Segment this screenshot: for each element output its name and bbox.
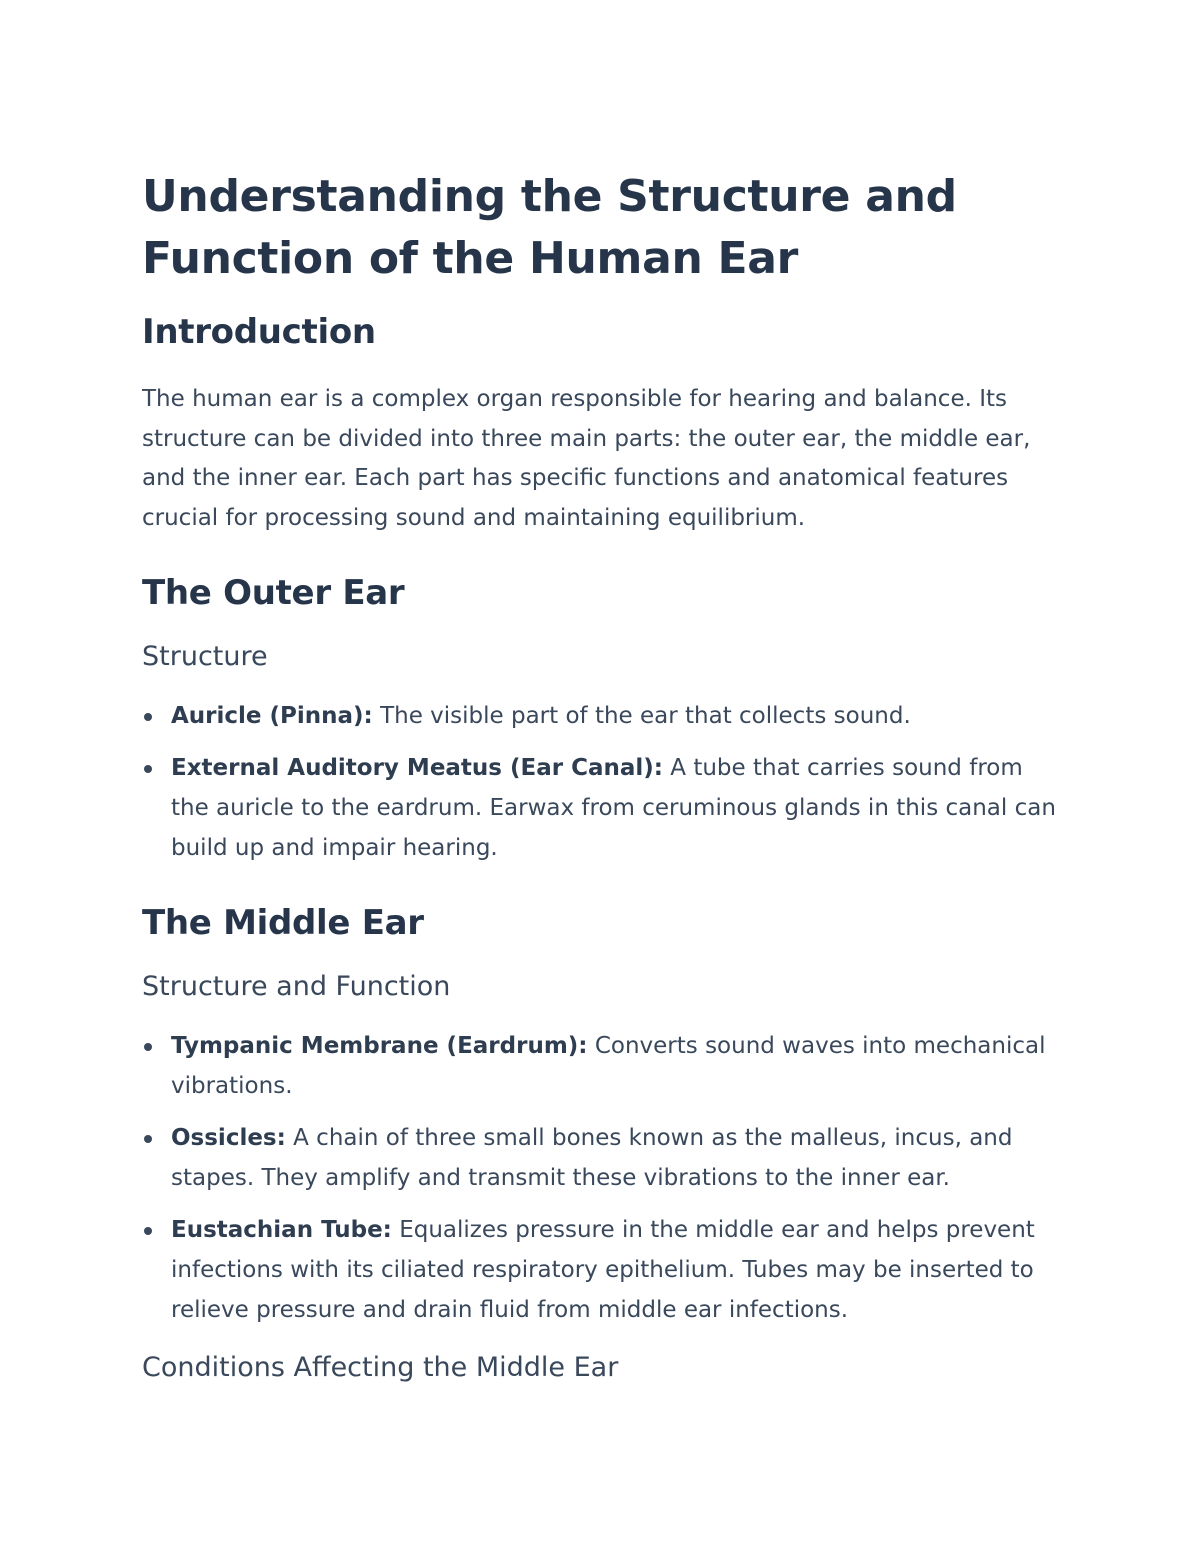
outer-ear-heading: The Outer Ear <box>142 573 405 613</box>
list-item-term: Tympanic Membrane (Eardrum): <box>171 1033 588 1059</box>
outer-ear-list <box>142 696 1062 868</box>
list-item-text: Equalizes pressure in the middle ear and helps prevent infections with its ciliated respiratory epithelium. Tubes may be inserted to relieve pressure and drain fluid from middle ear infections. <box>171 1217 1035 1323</box>
bullet-icon <box>144 1135 152 1143</box>
bullet-icon <box>144 713 152 721</box>
list-item <box>142 696 1062 736</box>
introduction-paragraph: The human ear is a complex organ responsible for hearing and balance. Its structure can be divided into three main parts: the outer ear, the middle ear, and the inner ear. Each part has specific functions and anatomical features crucial for processing sound and maintaining equilibrium. <box>142 386 1031 531</box>
list-item <box>142 1026 1062 1106</box>
list-item <box>142 1118 1062 1198</box>
document-title: Understanding the Structure and Function of the Human Ear <box>142 171 957 284</box>
middle-ear-list <box>142 1026 1062 1330</box>
document-page <box>142 166 1062 1386</box>
list-item-text: The visible part of the ear that collects sound. <box>372 703 911 729</box>
middle-ear-heading: The Middle Ear <box>142 903 424 943</box>
outer-ear-subheading: Structure <box>142 641 268 672</box>
list-item-term: Auricle (Pinna): <box>171 703 373 729</box>
bullet-icon <box>144 765 152 773</box>
list-item-term: External Auditory Meatus (Ear Canal): <box>171 755 663 781</box>
middle-ear-subheading: Structure and Function <box>142 971 451 1002</box>
list-item-text: A tube that carries sound from the auricle to the eardrum. Earwax from ceruminous glands in this canal can build up and impair hearing. <box>171 755 1056 861</box>
list-item-text: Converts sound waves into mechanical vibrations. <box>171 1033 1046 1099</box>
bullet-icon <box>144 1043 152 1051</box>
list-item-term: Ossicles: <box>171 1125 286 1151</box>
introduction-heading: Introduction <box>142 312 376 352</box>
list-item-term: Eustachian Tube: <box>171 1217 392 1243</box>
list-item-text: A chain of three small bones known as the malleus, incus, and stapes. They amplify and transmit these vibrations to the inner ear. <box>171 1125 1013 1191</box>
list-item <box>142 748 1062 868</box>
bullet-icon <box>144 1227 152 1235</box>
list-item <box>142 1210 1062 1330</box>
middle-ear-conditions-heading: Conditions Affecting the Middle Ear <box>142 1352 619 1383</box>
